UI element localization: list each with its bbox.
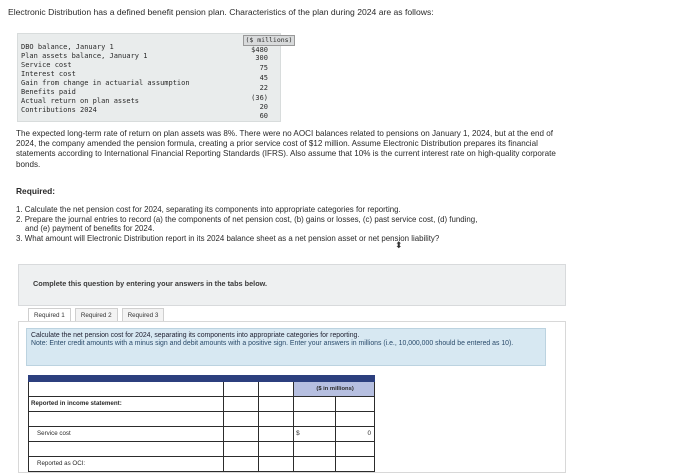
currency-symbol: $ bbox=[294, 426, 336, 441]
millions-header: ($ millions) bbox=[243, 35, 295, 46]
required-item: 1. Calculate the net pension cost for 2024, separating its components into appropriate categories for reporting. bbox=[16, 205, 401, 214]
required-item: 3. What amount will Electronic Distribution report in its 2024 balance sheet as a net pension asset or net pension liability? bbox=[16, 233, 440, 243]
row-value: 45 bbox=[259, 74, 268, 82]
plan-data-table bbox=[17, 33, 293, 122]
row-value: 75 bbox=[259, 64, 268, 72]
table-header-row bbox=[29, 381, 375, 396]
row-label: Actual return on plan assets bbox=[21, 97, 140, 105]
instructions-note: Note: Enter credit amounts with a minus sign and debit amounts with a positive sign. Enter your answers in millions (i.e., 10,000,000 should be entered as 10). bbox=[31, 339, 514, 347]
answer-table bbox=[28, 375, 375, 472]
row-label: Gain from change in actuarial assumption bbox=[21, 79, 190, 87]
problem-paragraph: The expected long-term rate of return on plan assets was 8%. There were no AOCI balances related to pensions on January 1, 2024, but at the end of 2024, the company amended the pension formula, creating a prior service cost of $12 million. Assume Electronic Distribution prepares its financial statements according to International Financial Reporting Standards (IFRS). Also assume that 10% is the current interest rate on high-quality corporate bonds. bbox=[16, 129, 556, 169]
tab-required-1[interactable]: Required 1 bbox=[28, 308, 71, 323]
question-instructions: Complete this question by entering your answers in the tabs below. bbox=[33, 279, 268, 288]
tab-instructions bbox=[26, 328, 546, 366]
instructions-main: Calculate the net pension cost for 2024, separating its components into appropriate categories for reporting. bbox=[31, 332, 360, 339]
row-label: Interest cost bbox=[21, 70, 76, 78]
tab-required-3[interactable]: Required 3 bbox=[122, 308, 165, 323]
row-label: DBO balance, January 1 bbox=[21, 43, 114, 51]
required-list bbox=[16, 205, 576, 243]
oci-label: Reported as OCI: bbox=[29, 456, 224, 471]
unit-header: ($ in millions) bbox=[294, 381, 375, 396]
required-tabs bbox=[28, 308, 168, 322]
question-instructions-box bbox=[18, 264, 566, 306]
intro-text: Electronic Distribution has a defined benefit pension plan. Characteristics of the plan during 2024 are as follows: bbox=[8, 7, 434, 17]
row-value: $480 bbox=[251, 46, 268, 54]
table-row bbox=[29, 456, 375, 471]
table-row bbox=[29, 441, 375, 456]
row-value: 22 bbox=[259, 84, 268, 92]
row-value: 20 bbox=[259, 103, 268, 111]
table-row bbox=[29, 411, 375, 426]
tab-required-2[interactable]: Required 2 bbox=[75, 308, 118, 323]
required-item: 2. Prepare the journal entries to record (a) the components of net pension cost, (b) gains or losses, (c) past service cost, (d) funding, bbox=[16, 214, 478, 224]
table-row bbox=[29, 396, 375, 411]
income-statement-label: Reported in income statement: bbox=[29, 396, 224, 411]
row-label: Benefits paid bbox=[21, 88, 76, 96]
row-label: Plan assets balance, January 1 bbox=[21, 52, 148, 60]
row-label: Contributions 2024 bbox=[21, 106, 97, 114]
row-value: 60 bbox=[259, 112, 268, 120]
row-value: 300 bbox=[255, 54, 268, 62]
service-cost-label: Service cost bbox=[29, 426, 224, 441]
required-title: Required: bbox=[16, 186, 56, 196]
row-label: Service cost bbox=[21, 61, 72, 69]
table-row bbox=[29, 426, 375, 441]
row-value: (36) bbox=[251, 94, 268, 102]
mouse-cursor-icon: ⬍ bbox=[395, 240, 403, 250]
tab-panel bbox=[18, 321, 566, 473]
required-item: and (e) payment of benefits for 2024. bbox=[25, 224, 155, 234]
service-cost-input[interactable]: 0 bbox=[336, 426, 375, 441]
